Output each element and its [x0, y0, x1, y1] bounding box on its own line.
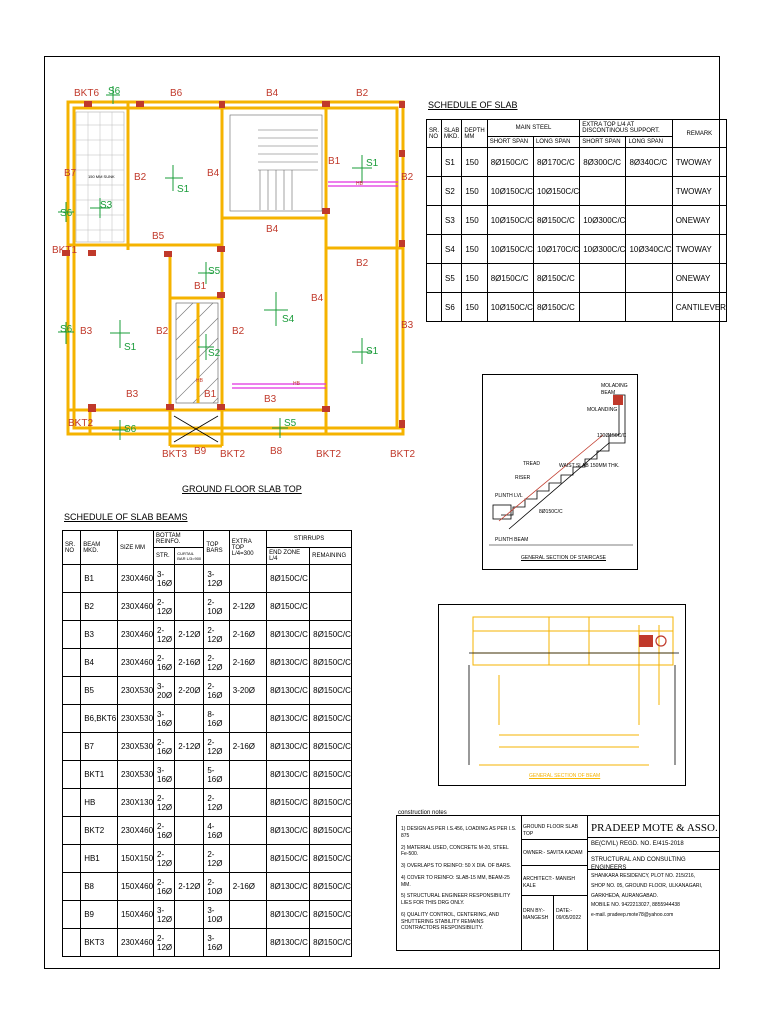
hb-label: HB [196, 378, 203, 384]
table-row [63, 789, 352, 817]
sr-cell [63, 705, 81, 733]
slab-mark-s1: S1 [124, 342, 137, 353]
beam-cell: 2-16Ø [229, 873, 266, 901]
beam-cell: 2-12Ø [229, 593, 266, 621]
beam-cell: 3-12Ø [154, 901, 175, 929]
address-line: MOBILE NO. 9422213027, 8855944438 [591, 902, 680, 909]
slab-cell: 8Ø150C/C [487, 264, 533, 293]
beam-cell: B6,BKT6 [81, 705, 118, 733]
slab-cell: 8Ø150C/C [487, 148, 533, 177]
sr-cell [427, 177, 442, 206]
address-line: GARKHEDA, AURANGABAD. [591, 892, 658, 899]
beam-cell [175, 565, 204, 593]
address-line: e-mail. pradeep.mote78@yahoo.com [591, 912, 674, 918]
beam-label: BKT6 [74, 88, 100, 99]
beam-cell: 230X460 [117, 817, 153, 845]
beam-cell: 2-16Ø [175, 649, 204, 677]
beam-cell: 230X460 [117, 929, 153, 957]
beam-cell: 2-16Ø [154, 817, 175, 845]
beam-cell [229, 761, 266, 789]
beam-cell [229, 845, 266, 873]
slab-cell: 10Ø150C/C [487, 235, 533, 264]
beam-cell: 8Ø130C/C [267, 929, 310, 957]
sr-cell [63, 845, 81, 873]
table-row [427, 148, 727, 177]
beam-cell: 8Ø130C/C [267, 677, 310, 705]
beam-cell: HB1 [81, 845, 118, 873]
slab-mark-s3: S3 [100, 200, 113, 211]
notes-heading: construction notes [398, 810, 447, 816]
slab-cell: 8Ø300C/C [580, 148, 626, 177]
beam-cell [229, 929, 266, 957]
beam-label: BKT2 [68, 418, 94, 429]
sr-cell [63, 593, 81, 621]
beam-cell: 8Ø130C/C [267, 873, 310, 901]
beam-label: B2 [134, 172, 147, 183]
table-row [427, 264, 727, 293]
beam-cell: 3-16Ø [204, 929, 229, 957]
beam-cell: 2-12Ø [154, 621, 175, 649]
beam-cell: BKT1 [81, 761, 118, 789]
slab-cell: 10Ø150C/C [533, 177, 579, 206]
sr-cell [63, 565, 81, 593]
beam-label: B7 [64, 168, 77, 179]
beam-label: B2 [401, 172, 414, 183]
slab-schedule-table: SR. NO SLAB MKD. DEPTH MM MAIN STEEL EXTRA TOP L/4 AT DISCONTINOUS SUPPORT. REMARK SHORT SPAN LONG SPAN SHORT SPAN LONG SPAN S1 150 8Ø150C/C 8Ø170C/C 8Ø300C/C 8Ø340C/C TWOWAY S2 150 10Ø150C/C 10Ø150C/C TWOWAY S3 150 10Ø150C/C 8Ø150C/C 10Ø300C/C ONEWAY S4 150 10Ø150C/C 10Ø170C/C 10Ø300C/C 10Ø340C/C TWOWAY S5 150 8Ø150C/C 8Ø150C/C ONEWAY S6 150 10Ø150C/C 8Ø150C/C CANTILEVER [426, 119, 727, 322]
sr-cell [427, 206, 442, 235]
beam-cell: 3-12Ø [204, 565, 229, 593]
beam-cell: 2-16Ø [204, 677, 229, 705]
beam-cell [229, 817, 266, 845]
beam-cell: 8Ø150C/C [310, 817, 352, 845]
beam-cell: 2-10Ø [204, 593, 229, 621]
beam-cell: 2-16Ø [229, 649, 266, 677]
beam-label: B4 [311, 293, 324, 304]
beam-cell: B1 [81, 565, 118, 593]
beam-cell: 3-20Ø [154, 677, 175, 705]
beam-cell: 230X530 [117, 761, 153, 789]
beam-label: B1 [204, 389, 217, 400]
beam-cell: 2-12Ø [204, 733, 229, 761]
remark-cell: CANTILEVER [672, 293, 726, 322]
slab-cell: 8Ø150C/C [533, 264, 579, 293]
slab-cell: 10Ø150C/C [487, 206, 533, 235]
beam-cell: 2-12Ø [175, 621, 204, 649]
beam-label: B3 [80, 326, 93, 337]
sr-cell [427, 264, 442, 293]
slab-schedule-title: SCHEDULE OF SLAB [428, 100, 518, 110]
beam-cell: 150X460 [117, 873, 153, 901]
table-row [427, 235, 727, 264]
beam-cell: 2-12Ø [154, 929, 175, 957]
owner: OWNER:- SAVITA KADAM [521, 840, 587, 866]
beam-label: B8 [270, 446, 283, 457]
table-row [63, 565, 352, 593]
sr-cell [427, 148, 442, 177]
drawn-by: DRN BY:- MANGESH [521, 896, 554, 950]
firm-info [587, 816, 719, 950]
slab-cell: 10Ø170C/C [533, 235, 579, 264]
date: DATE:- 09/05/2022 [556, 908, 582, 921]
beam-cell: 8Ø150C/C [310, 733, 352, 761]
slab-cell: 10Ø340C/C [626, 235, 672, 264]
beam-cell: 8Ø130C/C [267, 761, 310, 789]
beam-cell: 8Ø150C/C [267, 789, 310, 817]
beam-cell [310, 593, 352, 621]
slab-cell [626, 293, 672, 322]
remark-cell: ONEWAY [672, 264, 726, 293]
beam-label: B2 [356, 88, 369, 99]
beam-cell: 8Ø150C/C [310, 649, 352, 677]
beam-schedule-title: SCHEDULE OF SLAB BEAMS [64, 512, 188, 522]
table-row [63, 817, 352, 845]
table-row [427, 177, 727, 206]
beam-label: B2 [356, 258, 369, 269]
beam-cell: B3 [81, 621, 118, 649]
registration: BE(CIVIL) REGD. NO. E/415-2018 [587, 838, 719, 852]
beam-cell: 2-10Ø [204, 873, 229, 901]
beam-cell: 8Ø150C/C [310, 677, 352, 705]
beam-cell: 8Ø150C/C [310, 873, 352, 901]
sr-cell [63, 761, 81, 789]
sr-cell [63, 649, 81, 677]
table-row [63, 649, 352, 677]
table-row [63, 761, 352, 789]
beam-cell: B7 [81, 733, 118, 761]
beam-cell: 8Ø150C/C [310, 901, 352, 929]
beam-cell [175, 705, 204, 733]
beam-cell: 150X150 [117, 845, 153, 873]
beam-cell: 2-20Ø [175, 677, 204, 705]
remark-cell: ONEWAY [672, 206, 726, 235]
note-item: 1) DESIGN AS PER I.S.456, LOADING AS PER I.S. 875 [401, 826, 517, 839]
beam-cell [175, 761, 204, 789]
slab-cell: 8Ø340C/C [626, 148, 672, 177]
sunk-note: 150 MM SUNK [88, 174, 115, 179]
sr-cell [63, 677, 81, 705]
beam-label: B4 [266, 224, 279, 235]
beam-cell: B5 [81, 677, 118, 705]
slab-cell: 10Ø300C/C [580, 206, 626, 235]
table-row [63, 593, 352, 621]
slab-cell [580, 177, 626, 206]
note-item: 5) STRUCTURAL ENGINEER RESPONSIBILITY LIES FOR THIS DRG ONLY. [401, 893, 511, 906]
beam-cell [229, 789, 266, 817]
beam-cell: B8 [81, 873, 118, 901]
title-block [396, 815, 720, 951]
beam-cell: 8Ø150C/C [267, 593, 310, 621]
beam-cell: 3-16Ø [154, 761, 175, 789]
beam-label: B1 [194, 281, 207, 292]
sr-cell [427, 235, 442, 264]
table-row [63, 733, 352, 761]
beam-cell: 8Ø130C/C [267, 649, 310, 677]
beam-cell: 3-10Ø [204, 901, 229, 929]
slab-cell: 8Ø150C/C [533, 293, 579, 322]
note-item: 6) QUALITY CONTROL, CENTERING, AND SHUTTERING STABILITY REMAINS CONTRACTORS RESPONSIBILITY. [401, 911, 500, 932]
table-row [63, 845, 352, 873]
table-row [63, 621, 352, 649]
slab-cell: S5 [442, 264, 462, 293]
beam-cell: 2-12Ø [204, 789, 229, 817]
beam-cell: 2-12Ø [154, 845, 175, 873]
beam-cell: 230X530 [117, 705, 153, 733]
beam-cell: 2-12Ø [175, 733, 204, 761]
hb-label: HB [356, 181, 363, 187]
slab-cell: 150 [462, 206, 487, 235]
beam-cell: BKT3 [81, 929, 118, 957]
firm-name: PRADEEP MOTE & ASSO. [587, 816, 719, 838]
beam-cell: 3-16Ø [154, 705, 175, 733]
sr-cell [63, 733, 81, 761]
beam-cell: 230X460 [117, 565, 153, 593]
sr-cell [427, 293, 442, 322]
beam-cell: 8Ø150C/C [267, 845, 310, 873]
beam-cell: 230X460 [117, 621, 153, 649]
beam-label: BKT2 [316, 449, 342, 460]
sr-cell [63, 621, 81, 649]
beam-cell: 2-16Ø [154, 873, 175, 901]
architect: ARCHITECT:- MANISH KALE [521, 866, 587, 896]
beam-label: B2 [156, 326, 169, 337]
slab-cell [580, 264, 626, 293]
beam-label: BKT2 [220, 449, 246, 460]
beam-cell: 2-16Ø [154, 649, 175, 677]
slab-cell [580, 293, 626, 322]
slab-cell: 150 [462, 148, 487, 177]
address-line: SHANKARA RESIDENCY, PLOT NO. 215/216, [591, 873, 696, 879]
slab-cell: S3 [442, 206, 462, 235]
slab-cell: 10Ø150C/C [487, 177, 533, 206]
beam-cell: 8Ø130C/C [267, 733, 310, 761]
beam-cell [229, 565, 266, 593]
beam-section-detail: GENERAL SECTION OF BEAM [438, 604, 686, 786]
slab-cell: 10Ø150C/C [487, 293, 533, 322]
beam-cell [175, 845, 204, 873]
slab-cell [626, 206, 672, 235]
slab-cell [626, 264, 672, 293]
slab-mark-s1: S1 [366, 158, 379, 169]
hb-label: HB [293, 381, 300, 387]
beam-label: B3 [264, 394, 277, 405]
slab-cell: 10Ø300C/C [580, 235, 626, 264]
beam-cell: HB [81, 789, 118, 817]
note-item: 3) OVERLAPS TO REINFO: 50 X DIA. OF BARS. [401, 863, 512, 869]
firm-type: STRUCTURAL AND CONSULTING ENGINEERS [587, 852, 719, 870]
beam-cell: 2-12Ø [204, 621, 229, 649]
beam-cell [175, 901, 204, 929]
plan-title: GROUND FLOOR SLAB TOP [182, 484, 302, 494]
beam-cell: 230X130 [117, 789, 153, 817]
construction-notes [397, 816, 522, 950]
beam-schedule-table: SR. NO BEAM MKD. SIZE MM BOTTAM REINFO. TOP BARS EXTRA TOP L/4=300 STIRRUPS STR. CURTAIL BAR L/3=900 END ZONE L/4 REMAINING B1 230X460 3-16Ø 3-12Ø 8Ø150C/C B2 230X460 2-12Ø 2-10Ø 2-12Ø 8Ø150C/C B3 230X460 2-12Ø 2-12Ø 2-12Ø 2-16Ø 8Ø130C/C 8Ø150C/C B4 230X460 2-16Ø 2-16Ø 2-12Ø 2-16Ø 8Ø130C/C 8Ø150C/C B5 230X530 3-20Ø 2-20Ø 2-16Ø 3-20Ø 8Ø130C/C 8Ø150C/C B6,BKT6 230X530 3-16Ø 8-16Ø 8Ø130C/C 8Ø150C/C B7 230X530 2-16Ø 2-12Ø 2-12Ø 2-16Ø 8Ø130C/C 8Ø150C/C BKT1 230X530 3-16Ø 5-16Ø 8Ø130C/C 8Ø150C/C HB 230X130 2-12Ø 2-12Ø 8Ø150C/C 8Ø150C/C BKT2 230X460 2-16Ø 4-16Ø 8Ø130C/C 8Ø150C/C HB1 150X150 2-12Ø 2-12Ø 8Ø150C/C 8Ø150C/C B8 150X460 2-16Ø 2-12Ø 2-10Ø 2-16Ø 8Ø130C/C 8Ø150C/C B9 150X460 3-12Ø 3-10Ø 8Ø130C/C 8Ø150C/C BKT3 230X460 2-12Ø 3-16Ø 8Ø130C/C 8Ø150C/C [62, 530, 352, 957]
beam-cell: 4-16Ø [204, 817, 229, 845]
note-item: 2) MATERIAL USED, CONCRETE M-20, STEEL Fe-500. [401, 844, 509, 858]
beam-cell: 5-16Ø [204, 761, 229, 789]
sr-cell [63, 817, 81, 845]
beam-label: BKT1 [52, 245, 78, 256]
beam-cell [310, 565, 352, 593]
beam-cell: 3-16Ø [154, 565, 175, 593]
beam-cell [229, 901, 266, 929]
sr-cell [63, 789, 81, 817]
slab-cell: S4 [442, 235, 462, 264]
beam-cell [229, 705, 266, 733]
beam-label: B3 [126, 389, 139, 400]
table-row [427, 293, 727, 322]
table-row [63, 705, 352, 733]
slab-cell: 150 [462, 293, 487, 322]
beam-cell: 2-16Ø [229, 733, 266, 761]
remark-cell: TWOWAY [672, 235, 726, 264]
beam-label: B4 [266, 88, 279, 99]
beam-cell: 230X460 [117, 649, 153, 677]
beam-cell: 2-16Ø [154, 733, 175, 761]
beam-cell: BKT2 [81, 817, 118, 845]
beam-cell: 8-16Ø [204, 705, 229, 733]
beam-cell: B2 [81, 593, 118, 621]
slab-cell [626, 177, 672, 206]
beam-cell [175, 929, 204, 957]
beam-cell: 8Ø130C/C [267, 705, 310, 733]
staircase-upper [230, 115, 322, 211]
beam-label: B6 [170, 88, 183, 99]
beam-cell: 8Ø150C/C [310, 621, 352, 649]
beam-cell [175, 593, 204, 621]
beam-cell: 2-16Ø [229, 621, 266, 649]
beam-label: B3 [401, 320, 414, 331]
drawing-name: GROUND FLOOR SLAB TOP [521, 816, 587, 840]
beam-cell: 8Ø130C/C [267, 621, 310, 649]
table-row [63, 929, 352, 957]
beam-cell: 8Ø130C/C [267, 901, 310, 929]
slab-cell: S2 [442, 177, 462, 206]
beam-cell: B4 [81, 649, 118, 677]
beam-cell: B9 [81, 901, 118, 929]
note-item: 4) COVER TO REINFO: SLAB-15 MM, BEAM-25 MM. [401, 874, 510, 888]
beam-cell: 8Ø150C/C [310, 929, 352, 957]
slab-mark-s1: S1 [366, 346, 379, 357]
beam-label: B5 [152, 231, 165, 242]
sr-cell [63, 873, 81, 901]
beam-cell: 2-12Ø [154, 593, 175, 621]
staircase-section: MOLADING BEAM MOLANDING 120Ø150C/C WAIST SLAB 150MM THK. TREAD RISER PLINTH LVL 8Ø150C/C PLINTH BEAM GENERAL SECTION OF STAIRCASE [482, 374, 638, 570]
beam-cell: 8Ø150C/C [310, 845, 352, 873]
slab-cell: 150 [462, 177, 487, 206]
slab-mark-s1: S1 [177, 184, 190, 195]
beam-label: B4 [207, 168, 220, 179]
slab-cell: 8Ø170C/C [533, 148, 579, 177]
beam-cell: 8Ø150C/C [310, 789, 352, 817]
address-line: SHOP NO. 05, GROUND FLOOR, ULKANAGARI, [591, 882, 703, 889]
beam-cell: 3-20Ø [229, 677, 266, 705]
beam-cell: 230X530 [117, 677, 153, 705]
beam-cell: 8Ø130C/C [267, 817, 310, 845]
table-row [63, 677, 352, 705]
beam-cell: 2-12Ø [175, 873, 204, 901]
sr-cell [63, 901, 81, 929]
beam-cell: 2-12Ø [204, 845, 229, 873]
table-row [63, 901, 352, 929]
slab-mark-s4: S4 [282, 314, 295, 325]
slab-cell: 150 [462, 264, 487, 293]
beam-label: B2 [232, 326, 245, 337]
beam-cell [175, 789, 204, 817]
beam-cell: 2-12Ø [154, 789, 175, 817]
beam-label: BKT3 [162, 449, 188, 460]
remark-cell: TWOWAY [672, 177, 726, 206]
beam-label: B9 [194, 446, 207, 457]
slab-cell: 8Ø150C/C [533, 206, 579, 235]
beam-cell: 150X460 [117, 901, 153, 929]
beam-cell [175, 817, 204, 845]
beam-label: BKT2 [390, 449, 416, 460]
beam-cell: 8Ø150C/C [267, 565, 310, 593]
remark-cell: TWOWAY [672, 148, 726, 177]
slab-cell: S6 [442, 293, 462, 322]
beam-cell: 8Ø150C/C [310, 705, 352, 733]
drawing-info [521, 816, 588, 950]
table-row [427, 206, 727, 235]
beam-cell: 2-12Ø [204, 649, 229, 677]
beam-label: B1 [328, 156, 341, 167]
beam-cell: 230X460 [117, 593, 153, 621]
sr-cell [63, 929, 81, 957]
slab-mark-s2: S2 [208, 348, 221, 359]
slab-cell: S1 [442, 148, 462, 177]
beam-cell: 230X530 [117, 733, 153, 761]
beam-cell: 8Ø150C/C [310, 761, 352, 789]
table-row [63, 873, 352, 901]
slab-cell: 150 [462, 235, 487, 264]
